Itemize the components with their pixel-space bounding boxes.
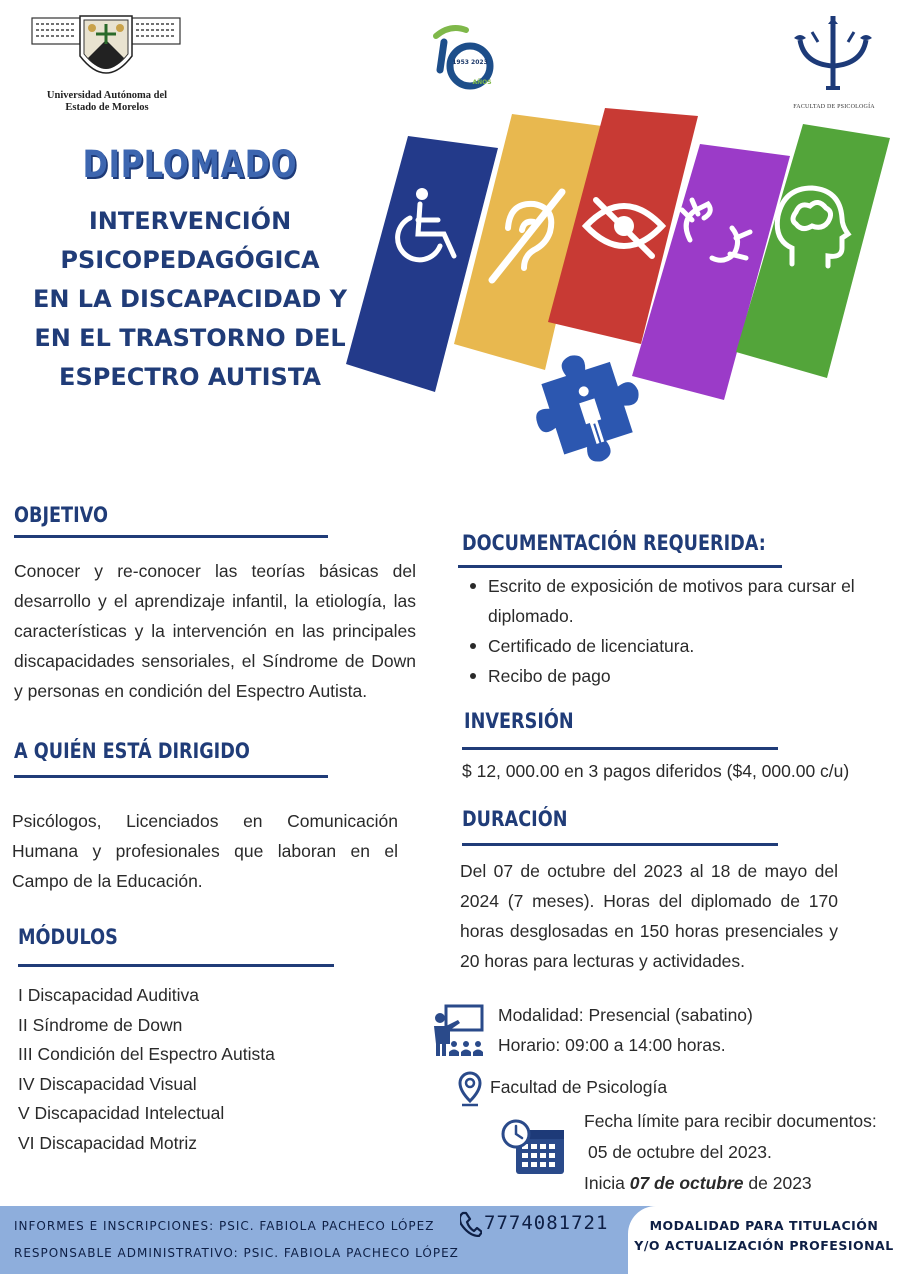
program-name-line: INTERVENCIÓN xyxy=(88,207,292,235)
phone-icon xyxy=(460,1211,482,1237)
anniversary-years: 1953 2023 xyxy=(452,59,488,66)
document-item: Recibo de pago xyxy=(462,661,862,691)
program-type-title: DIPLOMADO xyxy=(82,143,298,186)
modulos-list xyxy=(18,981,338,1158)
faculty-psychology-logo xyxy=(790,12,876,98)
dirigido-divider xyxy=(14,775,328,778)
modalidad-block xyxy=(498,1000,818,1060)
footer-modalidad-panel xyxy=(628,1206,900,1274)
classroom-teacher-icon xyxy=(430,1004,488,1058)
university-crest-logo xyxy=(30,14,182,88)
module-item: II Síndrome de Down xyxy=(18,1014,183,1035)
documentacion-heading: DOCUMENTACIÓN REQUERIDA: xyxy=(462,531,766,555)
module-item: III Condición del Espectro Autista xyxy=(18,1044,275,1064)
program-name-line: PSICOPEDAGÓGICA xyxy=(60,246,320,274)
objetivo-text: Conocer y re-conocer las teorías básicas del desarrollo y el aprendizaje infantil, la etiología, las características y la intervención en las principales discapacidades sensoriales, el Síndrome de Down y personas en condición del Espectro Autista. xyxy=(14,561,416,701)
duracion-divider xyxy=(462,843,778,846)
duracion-text: Del 07 de octubre del 2023 al 18 de mayo del 2024 (7 meses). Horas del diplomado de 170 horas desglosadas en 150 horas presenciales y 20 horas para lecturas y actividades. xyxy=(460,861,838,971)
document-item: Escrito de exposición de motivos para cursar el diplomado. xyxy=(462,571,862,631)
inversion-divider xyxy=(462,747,778,750)
module-item: I Discapacidad Auditiva xyxy=(18,985,199,1005)
inicio-date: 07 de octubre xyxy=(629,1173,744,1193)
faculty-name: FACULTAD DE PSICOLOGÍA xyxy=(793,104,875,110)
duracion-heading: DURACIÓN xyxy=(462,807,568,831)
module-item: V Discapacidad Intelectual xyxy=(18,1103,225,1123)
location-pin-icon xyxy=(458,1071,482,1107)
anniversary-label: AÑOS xyxy=(472,79,492,86)
university-name-line1: Universidad Autónoma del xyxy=(46,90,168,101)
inicio-prefix: Inicia xyxy=(584,1173,625,1193)
inversion-text: $ 12, 000.00 en 3 pagos diferidos ($4, 000.00 c/u) xyxy=(462,761,850,781)
documentacion-list xyxy=(462,571,862,691)
modulos-divider xyxy=(18,964,334,967)
inicio-year: de 2023 xyxy=(748,1173,812,1193)
university-name-line2: Estado de Morelos xyxy=(65,102,149,113)
responsable-text: RESPONSABLE ADMINISTRATIVO: PSIC. FABIOLA PACHECO LÓPEZ xyxy=(14,1246,459,1260)
program-name xyxy=(20,202,360,397)
lugar-text: Facultad de Psicología xyxy=(490,1077,668,1097)
document-item: Certificado de licenciatura. xyxy=(462,631,862,661)
documentacion-divider xyxy=(458,565,782,568)
dirigido-heading: A QUIÉN ESTÁ DIRIGIDO xyxy=(14,739,250,763)
university-name xyxy=(22,90,192,114)
program-name-line: ESPECTRO AUTISTA xyxy=(59,363,321,391)
inversion-heading: INVERSIÓN xyxy=(464,709,574,733)
fecha-limite-label: Fecha límite para recibir documentos: xyxy=(584,1111,877,1131)
objetivo-divider xyxy=(14,535,328,538)
modalidad-titulacion-line1: MODALIDAD PARA TITULACIÓN xyxy=(649,1218,879,1233)
module-item: IV Discapacidad Visual xyxy=(18,1073,197,1094)
phone-number[interactable]: 7774081721 xyxy=(484,1212,609,1234)
anniversary-70-logo xyxy=(430,24,494,92)
module-item: VI Discapacidad Motriz xyxy=(18,1132,197,1153)
fecha-inicio xyxy=(584,1168,884,1199)
modalidad-text: Modalidad: Presencial (sabatino) xyxy=(498,1005,753,1025)
fechas-block xyxy=(584,1106,884,1199)
program-name-line: EN LA DISCAPACIDAD Y xyxy=(32,285,348,313)
informes-text: INFORMES E INSCRIPCIONES: PSIC. FABIOLA PACHECO LÓPEZ xyxy=(14,1219,435,1233)
objetivo-heading: OBJETIVO xyxy=(14,503,108,527)
fecha-limite-date: 05 de octubre del 2023. xyxy=(588,1142,772,1162)
dirigido-text: Psicólogos, Licenciados en Comunicación Humana y profesionales que laboran en el Campo de la Educación. xyxy=(12,811,398,891)
program-name-line: EN EL TRASTORNO DEL xyxy=(34,324,346,352)
modalidad-titulacion-line2: Y/O ACTUALIZACIÓN PROFESIONAL xyxy=(634,1238,894,1253)
disability-strips-artwork xyxy=(340,108,900,493)
modulos-heading: MÓDULOS xyxy=(18,925,118,949)
calendar-clock-icon xyxy=(500,1118,566,1176)
horario-text: Horario: 09:00 a 14:00 horas. xyxy=(498,1035,726,1055)
